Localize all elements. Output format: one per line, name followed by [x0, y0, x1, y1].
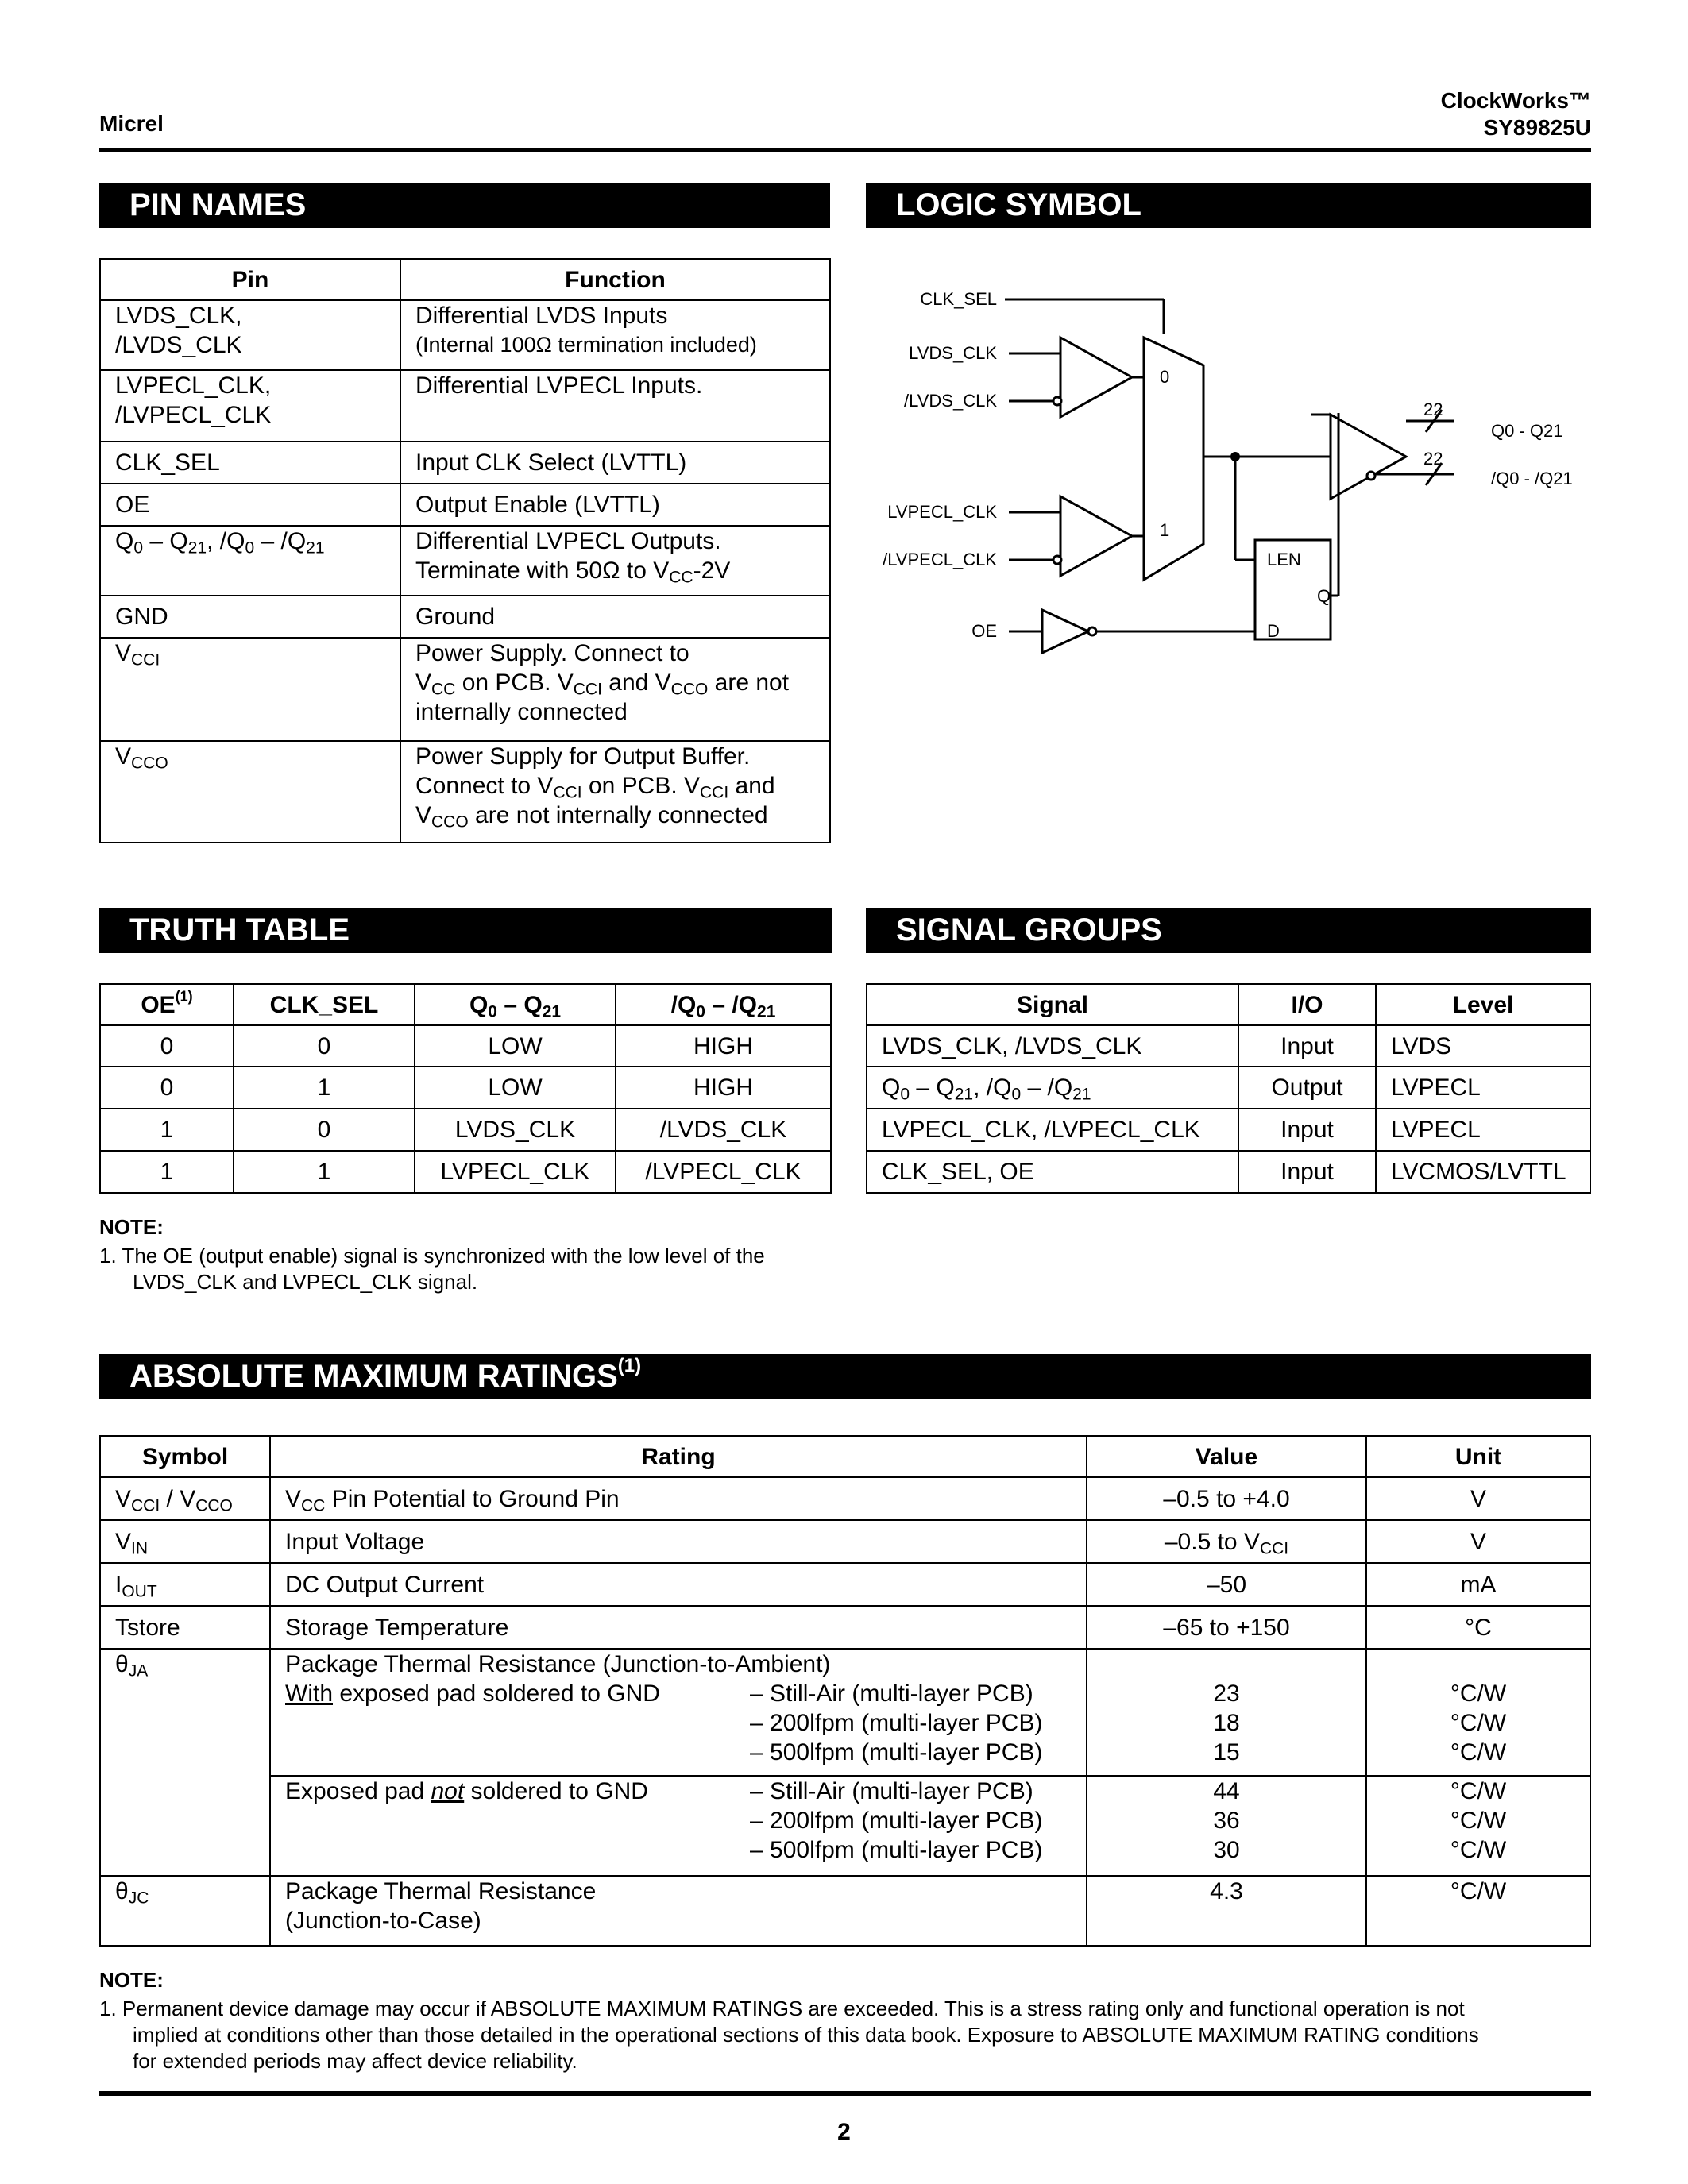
oe-label: OE	[971, 621, 997, 641]
io-col-header: I/O	[1238, 984, 1376, 1025]
table-row: $V_{IN}$ Input Voltage –0.5 to $V_{CCI}$ V	[100, 1520, 1590, 1563]
nq-bubble	[1367, 472, 1375, 480]
symbol-col-header: Symbol	[100, 1436, 270, 1477]
table-row: $I_{OUT}$ DC Output Current –50 mA	[100, 1563, 1590, 1606]
abs-max-table	[99, 1435, 1591, 1947]
oe-inverter	[1042, 610, 1088, 653]
mux	[1144, 338, 1203, 580]
abs-max-heading: ABSOLUTE MAXIMUM RATINGS$^{(1)}$	[99, 1354, 1591, 1399]
table-row: $Q_0 - Q_{21}$, $/Q_0 - /Q_{21}$ Differential LVPECL Outputs. Terminate with 50Ω to $V_{CC}-2V$	[100, 526, 830, 596]
table-row: $\theta_{JC}$ Package Thermal Resistance (Junction-to-Case) 4.3 °C/W	[100, 1876, 1590, 1946]
logic-symbol-diagram	[866, 270, 1591, 683]
nlvpecl-bubble	[1053, 556, 1061, 564]
table-row: Exposed pad not soldered to GND – Still-Air (multi-layer PCB) – 200lfpm (multi-layer PCB) – 500lfpm (multi-layer PCB) 44 36 30 °C/W °C/W °C/W	[100, 1776, 1590, 1876]
pin-col-header: Pin	[100, 259, 400, 300]
oe-col-header: OE	[141, 991, 176, 1018]
table-row: 1 1 LVPECL_CLK /LVPECL_CLK	[100, 1151, 831, 1193]
nlvds-clk-label: /LVDS_CLK	[904, 391, 997, 411]
table-row: $\theta_{JA}$ Package Thermal Resistance (Junction-to-Ambient) With exposed pad soldered to GND – Still-Air (multi-layer PCB) – 200lfpm (multi-layer PCB) – 500lfpm (multi-layer PCB) 23 18 15 °C/W °C/W °C/W	[100, 1649, 1590, 1776]
lvpecl-clk-label: LVPECL_CLK	[887, 502, 997, 522]
table-row: $V_{CCI}$ Power Supply. Connect to $V_{CC}$ on PCB. $V_{CCI}$ and $V_{CCO}$ are not internally connected	[100, 638, 830, 741]
junction-dot	[1230, 452, 1240, 461]
truth-note-title: NOTE:	[99, 1215, 164, 1239]
header-rule	[99, 148, 1591, 152]
lvpecl-buffer	[1060, 496, 1132, 576]
lvds-clk-label: LVDS_CLK	[909, 343, 997, 363]
value-col-header: Value	[1087, 1436, 1366, 1477]
nq-bus-width: 22	[1423, 449, 1443, 469]
signal-groups-table	[866, 983, 1591, 1194]
table-row: GND Ground	[100, 596, 830, 638]
table-row: LVPECL_CLK, /LVPECL_CLK Input LVPECL	[867, 1109, 1590, 1151]
abs-note: 1. Permanent device damage may occur if ABSOLUTE MAXIMUM RATINGS are exceeded. This is a stress rating only and functional operation is not implied at conditions other than those detailed in the operational sections of this data book. Exposure to ABSOLUTE MAXIMUM RATING conditions for extended periods may affect device reliability.	[99, 1997, 1479, 2073]
lvds-buffer	[1060, 338, 1132, 417]
table-row: $Q_0 - Q_{21}$, $/Q_0 - /Q_{21}$ Output LVPECL	[867, 1067, 1590, 1109]
signal-groups-heading: SIGNAL GROUPS	[866, 908, 1591, 953]
unit-col-header: Unit	[1366, 1436, 1590, 1477]
latch-d: D	[1267, 621, 1280, 641]
table-row: 1 0 LVDS_CLK /LVDS_CLK	[100, 1109, 831, 1151]
table-row: 0 1 LOW HIGH	[100, 1067, 831, 1109]
part-number: SY89825U	[1483, 115, 1591, 140]
mux-input-0: 0	[1160, 367, 1170, 387]
pin-names-heading: PIN NAMES	[99, 183, 830, 228]
logic-symbol-heading: LOGIC SYMBOL	[866, 183, 1591, 228]
truth-table: OE$^{(1)}$ CLK_SEL $Q_0 - Q_{21}$ $/Q_0 - /Q_{21}$ 0 0 LOW HIGH 0 1 LOW HIGH 1 0 LVDS_CLK /LVDS_CLK 1 1 LVPECL_CLK /LVPECL_CLK	[99, 983, 832, 1194]
output-buffer	[1331, 415, 1406, 499]
function-col-header: Function	[400, 259, 830, 300]
rating-col-header: Rating	[270, 1436, 1087, 1477]
q-bus-width: 22	[1423, 399, 1443, 419]
truth-table-heading: TRUTH TABLE	[99, 908, 832, 953]
q-out-label: Q0 - Q21	[1491, 421, 1563, 441]
nlvds-bubble	[1053, 397, 1061, 405]
table-row: CLK_SEL, OE Input LVCMOS/LVTTL	[867, 1151, 1590, 1193]
table-row: OE Output Enable (LVTTL)	[100, 484, 830, 526]
pin-names-table	[99, 258, 831, 843]
table-row: LVDS_CLK, /LVDS_CLK Differential LVDS Inputs (Internal 100Ω termination included)	[100, 300, 830, 370]
footer-rule	[99, 2091, 1591, 2096]
table-row: CLK_SEL Input CLK Select (LVTTL)	[100, 442, 830, 484]
table-row: $V_{CCI} / V_{CCO}$ $V_{CC}$ Pin Potential to Ground Pin –0.5 to +4.0 V	[100, 1477, 1590, 1520]
table-row: LVPECL_CLK, /LVPECL_CLK Differential LVPECL Inputs.	[100, 370, 830, 442]
clk-sel-label: CLK_SEL	[920, 289, 997, 309]
level-col-header: Level	[1376, 984, 1590, 1025]
truth-note: 1. The OE (output enable) signal is synchronized with the low level of the LVDS_CLK and LVPECL_CLK signal.	[99, 1244, 765, 1294]
company-name: Micrel	[99, 111, 164, 136]
table-row: Tstore Storage Temperature –65 to +150 °C	[100, 1606, 1590, 1649]
product-line: ClockWorks™	[1440, 88, 1591, 113]
header-right	[1441, 87, 1591, 141]
table-row: LVDS_CLK, /LVDS_CLK Input LVDS	[867, 1025, 1590, 1067]
oe-bubble	[1088, 627, 1096, 635]
latch-q: Q	[1317, 586, 1331, 606]
mux-input-1: 1	[1160, 520, 1170, 540]
table-row: 0 0 LOW HIGH	[100, 1025, 831, 1067]
nlvpecl-clk-label: /LVPECL_CLK	[883, 550, 997, 569]
clksel-col-header: CLK_SEL	[234, 984, 415, 1025]
nq-col-header: $/Q_0 - /Q_{21}$	[616, 984, 831, 1025]
page-number: 2	[837, 2119, 851, 2145]
nq-out-label: /Q0 - /Q21	[1491, 469, 1573, 488]
table-row: $V_{CCO}$ Power Supply for Output Buffer. Connect to $V_{CCI}$ on PCB. $V_{CCI}$ and $V_{CCO}$ are not internally connected	[100, 741, 830, 843]
abs-note-title: NOTE:	[99, 1968, 164, 1992]
latch-len: LEN	[1267, 550, 1301, 569]
q-col-header: $Q_0 - Q_{21}$	[415, 984, 616, 1025]
signal-col-header: Signal	[867, 984, 1238, 1025]
